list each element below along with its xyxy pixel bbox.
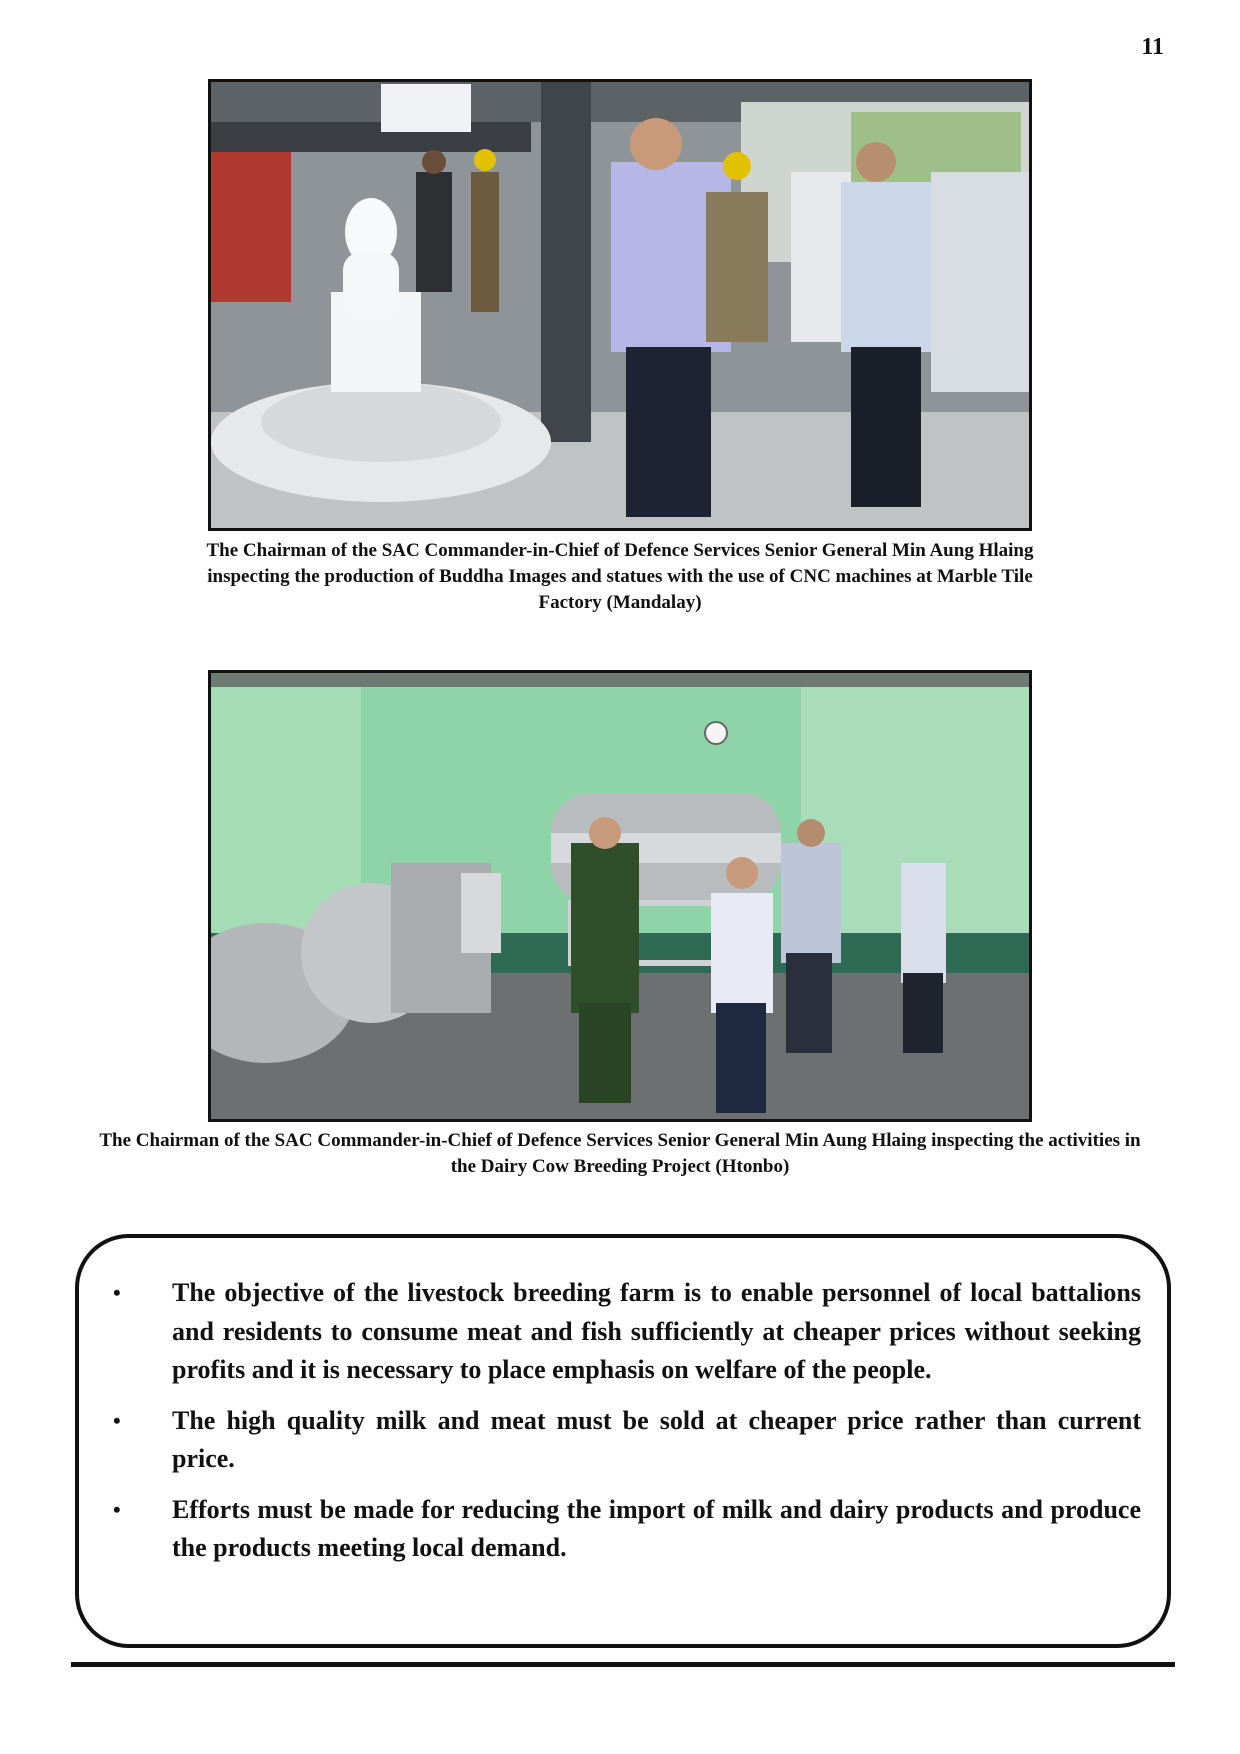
bullet-icon: • [113, 1280, 121, 1305]
key-points-box [75, 1234, 1171, 1648]
page-number: 11 [1141, 34, 1164, 60]
figure-caption-dairy: The Chairman of the SAC Commander-in-Chief of Defence Services Senior General Min Aung Hlaing inspecting the activities in the Dairy Cow Breeding Project (Htonbo) [99, 1130, 1141, 1177]
key-point-text: The objective of the livestock breeding farm is to enable personnel of local battalions and residents to consume meat and fish sufficiently at cheaper prices without seeking profits and it is necessary to place emphasis on welfare of the people. [172, 1278, 1141, 1384]
key-point [109, 1402, 1141, 1479]
key-point [109, 1274, 1141, 1390]
bullet-icon: • [113, 1496, 121, 1522]
key-point-text: The high quality milk and meat must be sold at cheaper price rather than current price. [172, 1405, 1141, 1473]
figure-caption-marble: The Chairman of the SAC Commander-in-Chief of Defence Services Senior General Min Aung Hlaing inspecting the production of Buddha Images and statues with the use of CNC machines at Marble Tile Factory (Mandalay) [206, 540, 1034, 613]
key-points-list [109, 1274, 1141, 1580]
photo-dairy-project [208, 670, 1032, 1122]
key-point-text: Efforts must be made for reducing the import of milk and dairy products and produce the products meeting local demand. [172, 1494, 1141, 1562]
marble-factory-illustration [211, 82, 1029, 528]
key-point [109, 1491, 1141, 1568]
photo-marble-factory [208, 79, 1032, 531]
bottom-rule [71, 1662, 1175, 1667]
dairy-project-illustration [211, 673, 1029, 1119]
bullet-icon: • [113, 1407, 121, 1433]
